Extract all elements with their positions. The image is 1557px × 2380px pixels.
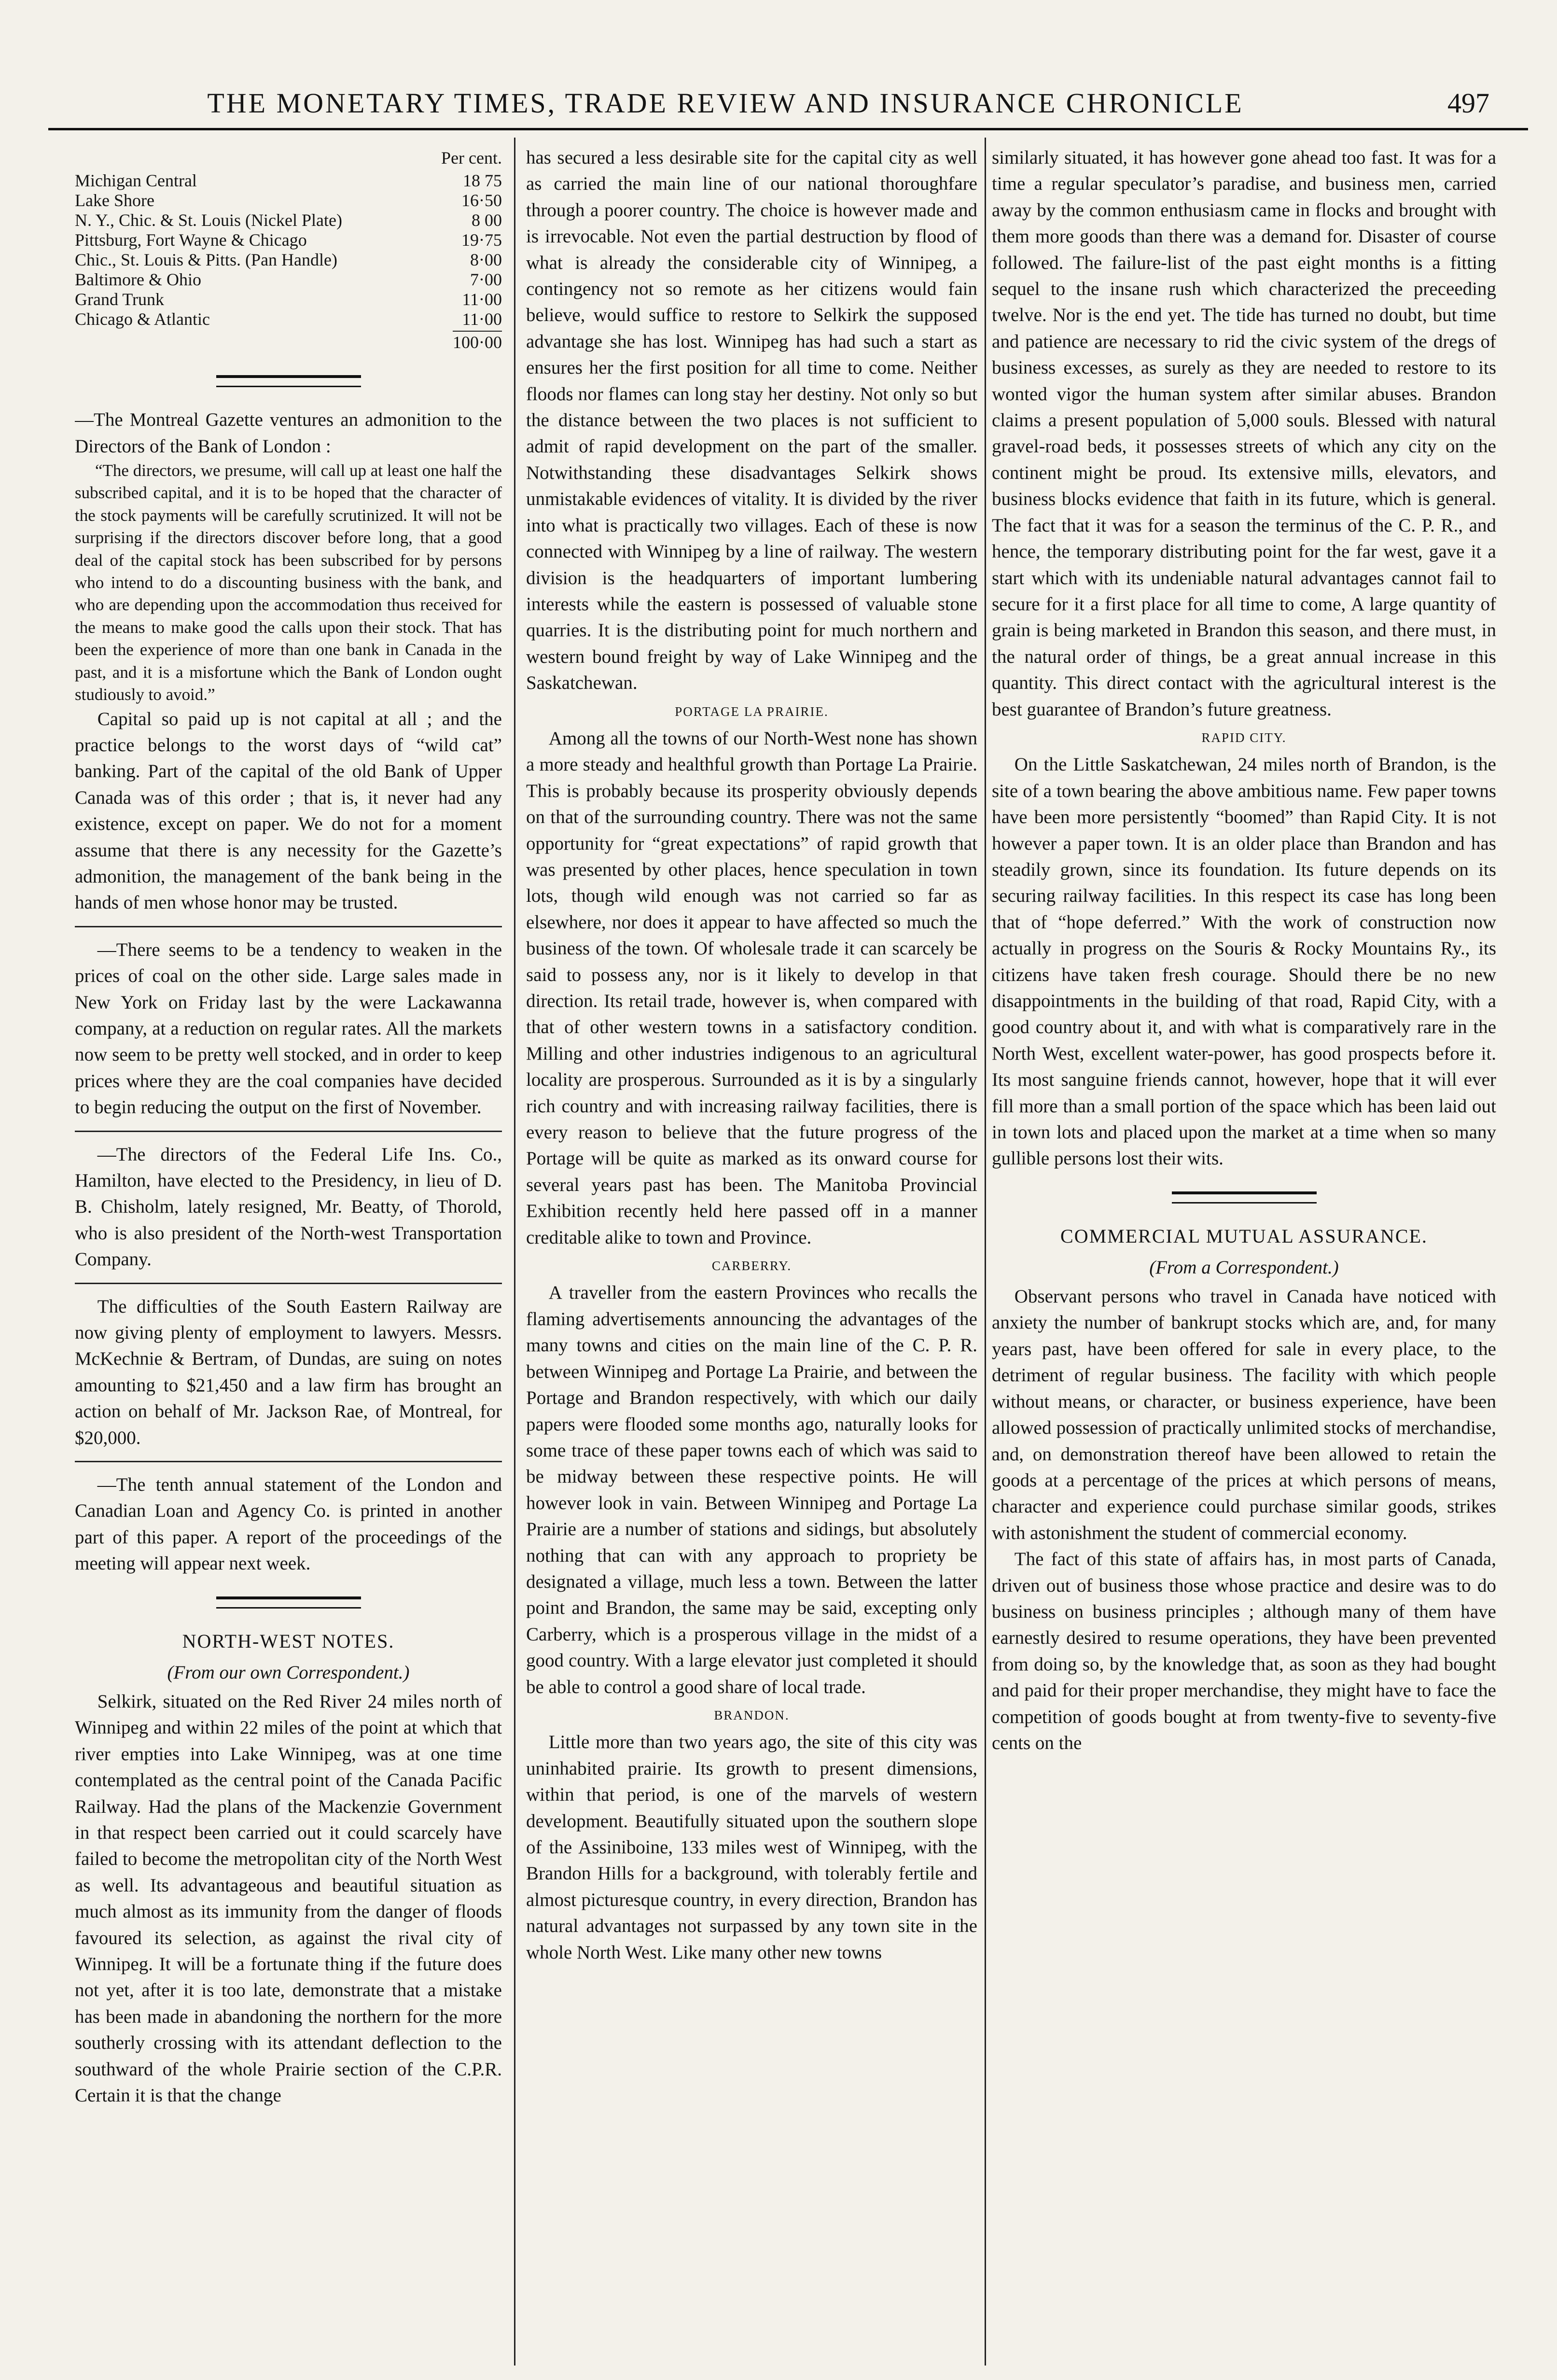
paragraph: On the Little Saskatchewan, 24 miles north of Brandon, is the site of a town bearing the above ambitious name. Few paper towns have been more persistently “boomed” than Rapid City. It is not however a paper town. It is an older place than Brandon and has steadily grown, since its foundation. Its future depends on its securing railway facilities. In this respect its case has long been that of “hope deferred.” With the work of construction now actually in progress on the Souris & Rocky Mountains Ry., its citizens have taken fresh courage. Should there be no new disappointments in the building of that road, Rapid City, with a good country about it, and with what is comparatively rare in the North West, excellent water-power, has good prospects before it. Its most sanguine friends cannot, however, hope that it will ever fill more than a small portion of the space which has been laid out in town lots and placed upon the market at a time when so many gullible persons lost their wits.	[992, 754, 1496, 1169]
paragraph: similarly situated, it has however gone ahead too fast. It was for a time a regular speculator’s paradise, and business men, carried away by the common enthusiasm came in flocks and brought with them more goods than there was a demand for. Disaster of course followed. The failure-list of the past eight months is a fitting sequel to the insane rush which characterized the preceeding twelve. Nor is the end yet. The tide has turned no doubt, but time and patience are necessary to rid the civic system of the dregs of business excesses, as surely as they are needed to restore to its wonted vigor the human system after similar abuses. Brandon claims a present population of 5,000 souls. Blessed with natural gravel-road beds, it possesses streets of which any city on the continent might be proud. Its extensive mills, elevators, and business blocks evidence that faith in its future, which is general. The fact that it was for a season the terminus of the C. P. R., and hence, the temporary distributing point for the far west, gave it a start which with its undeniable natural advantages cannot fail to secure for it a first place for all time to come, A large quantity of grain is being marketed in Brandon this season, and there must, in the natural order of things, be a great annual increase in this quantity. This direct contact with the agricultural interest is the best guarantee of Brandon’s future greatness.	[992, 147, 1496, 720]
paragraph: Observant persons who travel in Canada have noticed with anxiety the number of bankrupt stocks which are, and, for many years past, have been offered for sale in every place, to the detriment of regular business. The facility with which people without means, or character, or business experience, have been allowed possession of practically unlimited stocks of merchandise, and, on demonstration thereof have been allowed to retain the goods at a percentage of the prices at which persons of means, character and experience could purchase similar goods, strikes with astonishment the student of commercial economy.	[992, 1286, 1496, 1543]
paragraph: Capital so paid up is not capital at all ; and the practice belongs to the worst days of “wild cat” banking. Part of the capital of the old Bank of Upper Canada was of this order ; that is, it never had any existence, except on paper. We do not for a moment assume that there is any necessity for the Gazette’s admonition, the management of the bank being in the hands of men whose honor may be trusted.	[75, 708, 502, 913]
table-row	[75, 210, 502, 230]
table-row	[75, 191, 502, 210]
rates-total-value: 100·00	[453, 331, 502, 352]
section-rule	[75, 926, 502, 927]
section-rule	[75, 1131, 502, 1132]
paragraph: has secured a less desirable site for the capital city as well as carried the main line of our national thoroughfare through a poorer country. The choice is however made and is irrevocable. Not even the partial destruction by flood of what is already the considerable city of Winnipeg, a contingency not so remote as her citizens would fain believe, would suffice to restore to Selkirk the supposed advantage she has lost. Winnipeg has had such a start as ensures her the first position for all time to come. Neither floods nor flames can long stay her destiny. Not only so but the distance between the two places is not sufficient to admit of rapid development on the part of the smaller. Notwithstanding these disadvantages Selkirk shows unmistakable evidences of vitality. It is divided by the river into what is practically two villages. Each of these is now connected with Winnipeg by a line of railway. The western division is the headquarters of important lumbering interests while the eastern is possessed of valuable stone quarries. It is the distributing point for much northern and western bound freight by way of Lake Winnipeg and the Saskatchewan.	[526, 147, 977, 694]
rate-value: 11·00	[462, 290, 502, 309]
page-number: 497	[1447, 87, 1489, 119]
column-divider	[985, 138, 986, 2366]
subhead: CARBERRY.	[711, 1259, 792, 1274]
section-rule	[75, 1461, 502, 1462]
rate-value: 7·00	[470, 270, 502, 290]
section-title: NORTH-WEST NOTES.	[182, 1630, 395, 1652]
rates-heading: Per cent.	[441, 148, 502, 168]
table-row	[75, 230, 502, 250]
table-row	[75, 290, 502, 309]
paragraph: The fact of this state of affairs has, in most parts of Canada, driven out of business those whose practice and desire was to do business on business principles ; although many of them have earnestly desired to resume operations, they have been prevented from doing so, by the knowledge that, as soon as they had bought and paid for their proper merchandise, they might have to face the competition of goods bought at from twenty-five to seventy-five cents on the	[992, 1549, 1496, 1753]
section-rule	[75, 1283, 502, 1284]
rate-name: Chic., St. Louis & Pitts. (Pan Handle)	[75, 250, 337, 270]
table-row	[75, 309, 502, 329]
subhead: RAPID CITY.	[1201, 730, 1287, 745]
rate-name: Chicago & Atlantic	[75, 309, 210, 329]
column-divider	[514, 138, 515, 2366]
paragraph: —There seems to be a tendency to weaken in the prices of coal on the other side. Large sales made in New York on Friday last by the were Lackawanna company, at a reduction on regular rates. All the markets now seem to be pretty well stocked, and in order to keep prices where they are the coal companies have decided to begin reducing the output on the first of November.	[75, 939, 502, 1118]
paragraph: —The Montreal Gazette ventures an admonition to the Directors of the Bank of London :	[75, 409, 502, 457]
rates-table	[75, 171, 502, 329]
publication-title: THE MONETARY TIMES, TRADE REVIEW AND INSURANCE CHRONICLE	[207, 87, 1244, 119]
rate-name: Lake Shore	[75, 191, 154, 210]
paragraph: A traveller from the eastern Provinces who recalls the flaming advertisements announcing the advantages of the many towns and cities on the main line of the C. P. R. between Winnipeg and Portage La Prairie, and between the Portage and Brandon respectively, with which our daily papers were flooded some months ago, naturally looks for some trace of these paper towns each of which was said to be midway between these respective points. He will however look in vain. Between Winnipeg and Portage La Prairie are a number of stations and sidings, but absolutely nothing that can with any approach to propriety be designated a village, much less a town. Between the latter point and Brandon, the same may be said, excepting only Carberry, which is a prosperous village in the midst of a good country. With a large elevator just completed it should be able to control a good share of local trade.	[526, 1282, 977, 1697]
rate-name: N. Y., Chic. & St. Louis (Nickel Plate)	[75, 210, 342, 230]
ornamental-rule	[992, 1185, 1496, 1211]
paragraph: —The directors of the Federal Life Ins. Co., Hamilton, have elected to the Presidency, in lieu of D. B. Chisholm, lately resigned, Mr. Beatty, of Thorold, who is also president of the North-west Transportation Company.	[75, 1144, 502, 1270]
rate-value: 8 00	[472, 210, 502, 230]
rate-value: 18 75	[463, 171, 502, 191]
ornamental-rule	[75, 1590, 502, 1616]
paragraph: Selkirk, situated on the Red River 24 miles north of Winnipeg and within 22 miles of the point at which that river empties into Lake Winnipeg, was at one time contemplated as the central point of the Canada Pacific Railway. Had the plans of the Mackenzie Government in that respect been carried out it could scarcely have failed to become the metropolitan city of the North West as well. Its advantageous and beautiful situation as much almost as its immunity from the danger of floods favoured its selection, as against the rival city of Winnipeg. It will be a fortunate thing if the future does not yet, after it is too late, demonstrate that a mistake has been made in abandoning the northern for the more southerly crossing with its attendant deflection to the southward of the whole Prairie section of the C.P.R. Certain it is that the change	[75, 1691, 502, 2106]
ornamental-rule	[75, 368, 502, 394]
column-3	[992, 145, 1496, 2370]
byline: (From our own Correspondent.)	[167, 1662, 410, 1683]
paragraph: —The tenth annual statement of the London and Canadian Loan and Agency Co. is printed in another part of this paper. A report of the proceedings of the meeting will appear next week.	[75, 1474, 502, 1574]
rate-name: Pittsburg, Fort Wayne & Chicago	[75, 230, 307, 250]
byline: (From a Correspondent.)	[1149, 1257, 1339, 1278]
column-1	[75, 145, 502, 2370]
rate-value: 16·50	[461, 191, 502, 210]
section-title: COMMERCIAL MUTUAL ASSURANCE.	[1060, 1225, 1428, 1247]
column-2	[526, 145, 977, 2370]
rate-value: 19·75	[461, 230, 502, 250]
table-row	[75, 171, 502, 191]
rate-value: 11·00	[462, 309, 502, 329]
paragraph: Among all the towns of our North-West none has shown a more steady and healthful growth than Portage La Prairie. This is probably because its prosperity obviously depends on that of the surrounding country. There was not the same opportunity for “great expectations” of rapid growth that was presented by other places, hence speculation in town lots, though wild enough was not carried so far as elsewhere, nor does it appear to have affected so much the business of the town. Of wholesale trade it can scarcely be said to possess any, nor is it likely to develop in that direction. Its retail trade, however is, when compared with that of other western towns in a satisfactory condition. Milling and other industries indigenous to an agricultural locality are prosperous. Surrounded as it is by a singularly rich country and with increasing railway facilities, there is every reason to believe that the future progress of the Portage will be quite as marked as its onward course for several years past has been. The Manitoba Provincial Exhibition recently held here passed off in a manner creditable alike to town and Province.	[526, 728, 977, 1248]
subhead: PORTAGE LA PRAIRIE.	[675, 704, 829, 719]
quoted-paragraph: “The directors, we presume, will call up at least one half the subscribed capital, and it is to be hoped that the character of the stock payments will be carefully scrutinized. It will not be surprising if the directors discover before long, that a good deal of the capital stock has been subscribed for by persons who intend to do a discounting business with the bank, and who are depending upon the accommodation thus received for the means to make good the calls upon their stock. That has been the experience of more than one bank in Canada in the past, and it is a misfortune which the Bank of London ought studiously to avoid.”	[75, 461, 502, 704]
header-rule	[48, 128, 1528, 130]
page-header	[48, 72, 1528, 130]
rate-name: Baltimore & Ohio	[75, 270, 201, 290]
rate-name: Grand Trunk	[75, 290, 165, 309]
paragraph: Little more than two years ago, the site of this city was uninhabited prairie. Its growth to present dimensions, within that period, is one of the marvels of western development. Beautifully situated upon the southern slope of the Assiniboine, 133 miles west of Winnipeg, with the Brandon Hills for a background, with tolerably fertile and almost picturesque country, in every direction, Brandon has natural advantages not surpassed by any town site in the whole North West. Like many other new towns	[526, 1732, 977, 1963]
rates-total	[75, 329, 502, 355]
rate-name: Michigan Central	[75, 171, 197, 191]
table-row	[75, 270, 502, 290]
table-row	[75, 250, 502, 270]
paragraph: The difficulties of the South Eastern Railway are now giving plenty of employment to lawyers. Messrs. McKechnie & Bertram, of Dundas, are suing on notes amounting to $21,450 and a law firm has brought an action on behalf of Mr. Jackson Rae, of Montreal, for $20,000.	[75, 1296, 502, 1448]
subhead: BRANDON.	[714, 1708, 790, 1722]
rate-value: 8·00	[470, 250, 502, 270]
